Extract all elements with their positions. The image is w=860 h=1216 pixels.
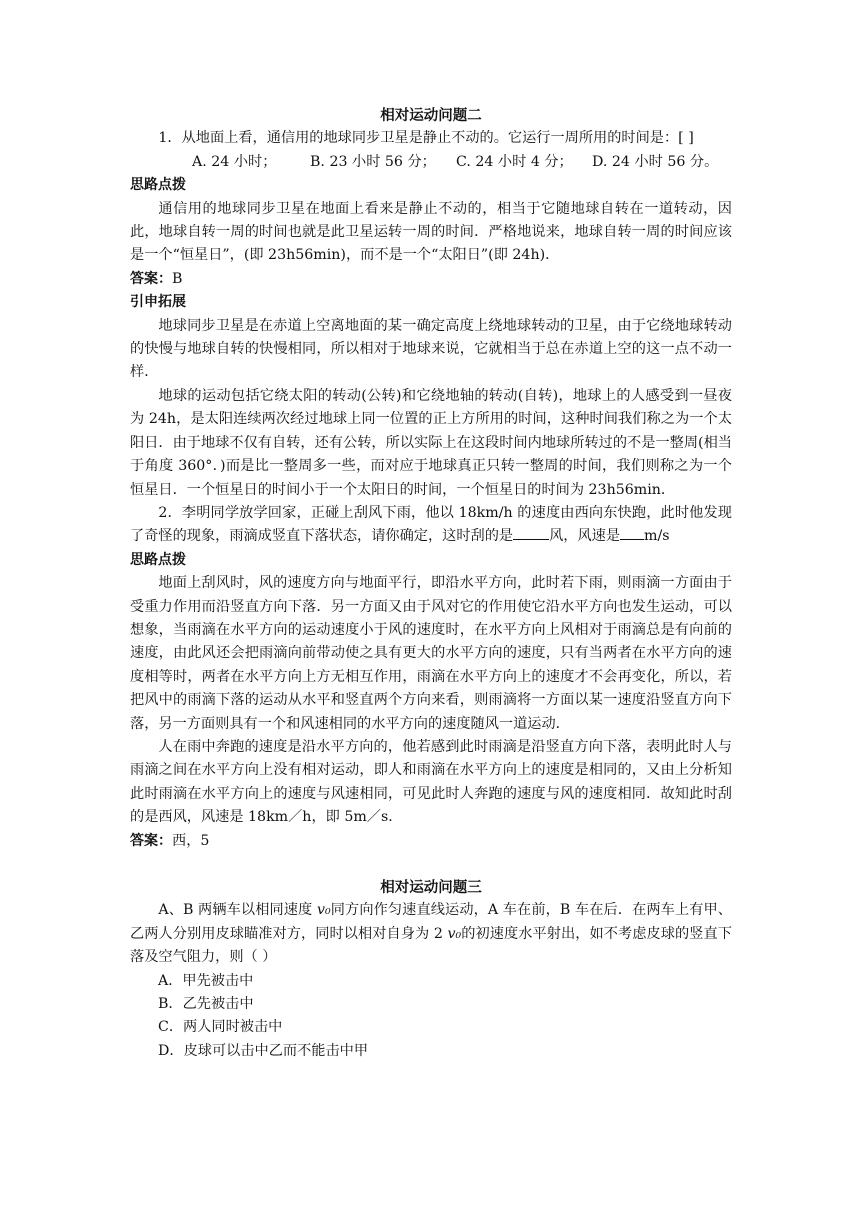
answer-line bbox=[130, 268, 732, 291]
question-3-option-a: A．甲先被击中 bbox=[158, 972, 254, 989]
question-3-option-c: C．两人同时被击中 bbox=[158, 1019, 283, 1036]
extension-paragraph-1: 地球同步卫星是在赤道上空离地面的某一确定高度上绕地球转动的卫星，由于它绕地球转动的快慢与地球自转的快慢相同，所以相对于地球来说，它就相当于总在赤道上空的这一点不动一样． bbox=[130, 317, 732, 381]
question-3-stem-part-b: 同方向作匀速直线运动，A 车在前，B 车在后．在两车上有甲、乙两人分别用皮球瞄准对方，同时以相对自身为 2 bbox=[130, 902, 732, 942]
option-d: D. 24 小时 56 分。 bbox=[592, 153, 719, 170]
option-a: A. 24 小时； bbox=[192, 153, 277, 170]
extension-heading: 引申拓展 bbox=[130, 294, 186, 311]
question-1-stem: 1．从地面上看，通信用的地球同步卫星是静止不动的。它运行一周所用的时间是：[ ] bbox=[158, 130, 694, 147]
option-c: C. 24 小时 4 分； bbox=[456, 153, 573, 170]
question-3-stem bbox=[130, 899, 732, 969]
question-3-stem-part-c: 的初速度水平射出，如不考虑皮球的竖直下落及空气阻力，则（ ） bbox=[130, 925, 732, 966]
question-2-stem-part-a: 2．李明同学放学回家，正碰上刮风下雨，他以 18km/h 的速度由西向东快跑，此时他发现了奇怪的现象，雨滴成竖直下落状态，请你确定，这时刮的是 bbox=[130, 504, 732, 545]
answer-value-2: 西，5 bbox=[172, 832, 210, 849]
question-2-stem-part-b: 风，风速是 bbox=[549, 528, 621, 545]
answer-line-2 bbox=[130, 830, 732, 853]
hint-heading: 思路点拨 bbox=[130, 177, 186, 194]
extension-paragraph-2: 地球的运动包括它绕太阳的转动(公转)和它绕地轴的转动(自转)，地球上的人感受到一昼夜为 24h，是太阳连续两次经过地球上同一位置的正上方所用的时间，这种时间我们称之为一个太阳日．由于地球不仅有自转，还有公转，所以实际上在这段时间内地球所转过的不是一整周(相当于角度 360°．)而是比一整周多一些，而对应于地球真正只转一整周的时间，我们则称之为一个恒星日．一个恒星日的时间小于一个太阳日的时间，一个恒星日的时间为 23h56min． bbox=[130, 387, 732, 498]
hint-heading-2: 思路点拨 bbox=[130, 551, 186, 568]
answer-value: B bbox=[172, 270, 183, 287]
question-2-stem-unit: m/s bbox=[644, 528, 670, 545]
answer-blank-speed bbox=[620, 525, 644, 540]
option-b: B. 23 小时 56 分； bbox=[310, 153, 436, 170]
answer-label: 答案： bbox=[130, 270, 172, 287]
question-3-option-b: B．乙先被击中 bbox=[158, 996, 254, 1013]
section-title-2: 相对运动问题三 bbox=[380, 879, 482, 896]
question-3-option-d: D．皮球可以击中乙而不能击中甲 bbox=[158, 1042, 369, 1059]
section-title: 相对运动问题二 bbox=[380, 107, 482, 124]
question-1-options bbox=[130, 151, 732, 174]
question-2-stem bbox=[130, 502, 732, 549]
symbol-v0: v₀ bbox=[316, 902, 331, 919]
answer-label-2: 答案： bbox=[130, 832, 172, 849]
symbol-v0-2: v₀ bbox=[447, 925, 462, 942]
hint-paragraph-2a: 地面上刮风时，风的速度方向与地面平行，即沿水平方向，此时若下雨，则雨滴一方面由于受重力作用而沿竖直方向下落．另一方面又由于风对它的作用使它沿水平方向也发生运动，可以想象，当雨滴在水平方向的运动速度小于风的速度时，在水平方向上风相对于雨滴总是有向前的速度，由此风还会把雨滴向前带动使之具有更大的水平方向的速度，只有当两者在水平方向的速度相等时，两者在水平方向上方无相互作用，雨滴在水平方向上的速度才不会再变化，所以，若把风中的雨滴下落的运动从水平和竖直两个方向来看，则雨滴将一方面以某一速度沿竖直方向下落，另一方面则具有一个和风速相同的水平方向的速度随风一道运动． bbox=[130, 575, 732, 732]
answer-blank-direction bbox=[513, 525, 549, 540]
hint-paragraph: 通信用的地球同步卫星在地面上看来是静止不动的，相当于它随地球自转在一道转动，因此，地球自转一周的时间也就是此卫星运转一周的时间．严格地说来，地球自转一周的时间应该是一个“恒星日”，(即 23h56min)，而不是一个“太阳日”(即 24h)． bbox=[130, 200, 732, 264]
hint-paragraph-2b: 人在雨中奔跑的速度是沿水平方向的，他若感到此时雨滴是沿竖直方向下落，表明此时人与雨滴之间在水平方向上没有相对运动，即人和雨滴在水平方向上的速度是相同的，又由上分析知此时雨滴在水平方向上的速度与风速相同，可见此时人奔跑的速度与风的速度相同．故知此时刮的是西风，风速是 18km／h，即 5m／s． bbox=[130, 738, 732, 826]
question-3-stem-part-a: A、B 两辆车以相同速度 bbox=[158, 902, 317, 919]
